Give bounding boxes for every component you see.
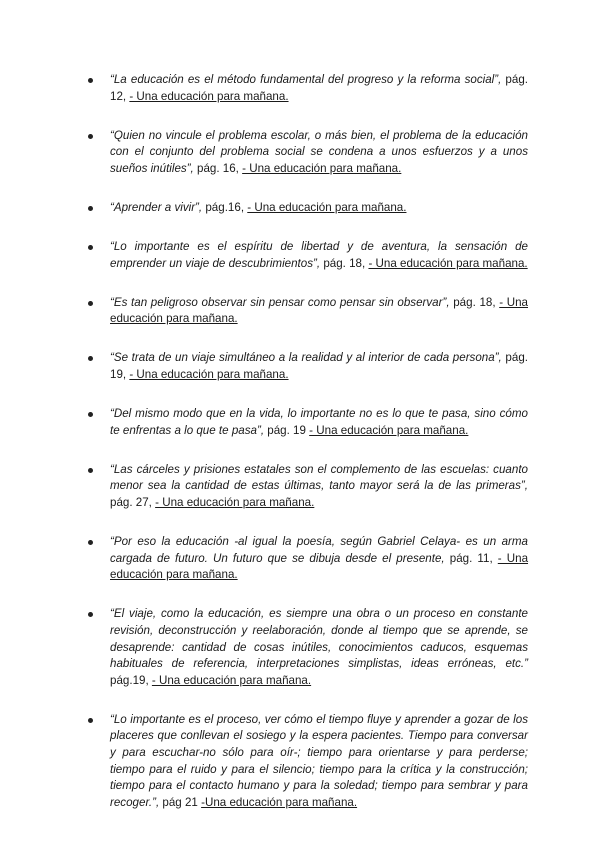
quote-text: “Lo importante es el espíritu de libertad y de aventura, la sensación de emprender un viaje de descubrimientos”, bbox=[110, 240, 528, 270]
list-item bbox=[88, 239, 528, 272]
list-item bbox=[88, 712, 528, 812]
bullet-icon bbox=[88, 78, 93, 83]
list-item bbox=[88, 128, 528, 178]
page-reference: pág. 19, bbox=[110, 351, 528, 382]
quote-text: “Por eso la educación -al igual la poesía, según Gabriel Celaya- es un arma cargada de futuro. Un futuro que se dibuja desde el presente, bbox=[110, 535, 528, 565]
source-link[interactable]: - Una educación para mañana. bbox=[242, 161, 402, 175]
source-link[interactable]: - Una educación para mañana. bbox=[110, 551, 529, 582]
quote-text: “Las cárceles y prisiones estatales son el complemento de las escuelas: cuanto menor sea la cantidad de estas últimas, tanto mayor será la de las primeras”, bbox=[110, 462, 528, 493]
list-item bbox=[88, 200, 528, 217]
page-reference: pág. 12, bbox=[110, 73, 528, 103]
page-reference: pág. 18, bbox=[320, 256, 369, 270]
list-item bbox=[88, 350, 528, 383]
quote-text: “Aprender a vivir”, bbox=[110, 200, 203, 214]
source-link[interactable]: - Una educación para mañana. bbox=[309, 423, 469, 437]
bullet-icon bbox=[88, 412, 93, 417]
page-reference: pág.16, bbox=[202, 200, 248, 214]
quote-text: “Lo importante es el proceso, ver cómo el tiempo fluye y aprender a gozar de los placeres que conllevan el sosiego y la espera pacientes. Tiempo para conversar y para escuchar-no sólo para oír-; tiempo para orientarse y para perderse; tiempo para el ruido y para el silencio; tiempo para la crítica y la construcción; tiempo para el contacto humano y para la soledad; tiempo para sembrar y para recoger.”, bbox=[110, 712, 528, 809]
quote-text: “Es tan peligroso observar sin pensar como pensar sin observar”, bbox=[110, 295, 450, 309]
source-link[interactable]: - Una educación para mañana. bbox=[151, 673, 312, 687]
page-reference: pág 21 bbox=[159, 795, 202, 809]
list-item bbox=[88, 72, 528, 105]
source-link[interactable]: - Una educación para mañana. bbox=[129, 368, 289, 382]
list-item bbox=[88, 462, 528, 512]
list-item bbox=[88, 295, 528, 328]
quote-text: “La educación es el método fundamental del progreso y la reforma social”, bbox=[110, 73, 502, 86]
source-link[interactable]: - Una educación para mañana. bbox=[129, 89, 289, 103]
bullet-icon bbox=[88, 540, 93, 545]
quote-text: “Quien no vincule el problema escolar, o más bien, el problema de la educación con el conjunto del problema social se condena a unos esfuerzos y a unos sueños inútiles”, bbox=[110, 128, 528, 175]
bullet-icon bbox=[88, 134, 93, 139]
bullet-icon bbox=[88, 301, 93, 306]
source-link[interactable]: - Una educación para mañana. bbox=[110, 295, 528, 326]
list-item bbox=[88, 406, 528, 439]
bullet-icon bbox=[88, 206, 93, 211]
page-reference: pág. 11, bbox=[444, 551, 498, 565]
quote-list bbox=[88, 72, 528, 834]
page-reference: pág. 19 bbox=[264, 423, 310, 437]
bullet-icon bbox=[88, 718, 93, 723]
bullet-icon bbox=[88, 245, 93, 250]
list-item bbox=[88, 534, 528, 584]
page-reference: pág.19, bbox=[110, 673, 152, 687]
page-reference: pág. 27, bbox=[110, 496, 156, 509]
quote-text: “Se trata de un viaje simultáneo a la realidad y al interior de cada persona”, bbox=[110, 351, 502, 365]
bullet-icon bbox=[88, 356, 93, 361]
bullet-icon bbox=[88, 468, 93, 473]
page-reference: pág. 18, bbox=[449, 295, 500, 309]
quote-text: “Del mismo modo que en la vida, lo importante no es lo que te pasa, sino cómo te enfrentas a lo que te pasa”, bbox=[110, 407, 528, 437]
source-link[interactable]: - Una educación para mañana. bbox=[368, 256, 528, 270]
source-link[interactable]: - Una educación para mañana. bbox=[155, 496, 315, 509]
bullet-icon bbox=[88, 612, 93, 617]
source-link[interactable]: - Una educación para mañana. bbox=[247, 200, 407, 214]
list-item bbox=[88, 606, 528, 689]
page-reference: pág. 16, bbox=[193, 161, 243, 175]
source-link[interactable]: -Una educación para mañana. bbox=[201, 795, 358, 809]
quote-text: “El viaje, como la educación, es siempre una obra o un proceso en constante revisión, deconstrucción y reelaboración, donde al tiempo que se aprende, se desaprende: cantidad de cosas inútiles, conocimientos caducos, esquemas habituales de referencia, interpretaciones simplistas, ideas erróneas, etc.” bbox=[110, 607, 528, 671]
